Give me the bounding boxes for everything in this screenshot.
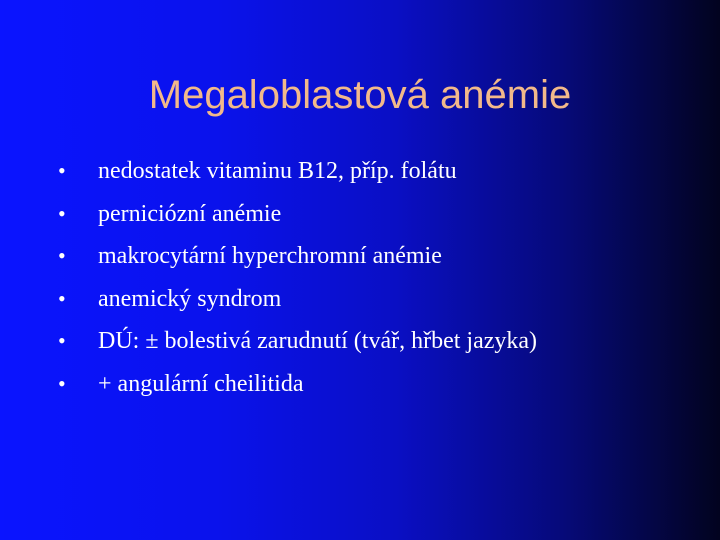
- bullet-text: DÚ: ± bolestivá zarudnutí (tvář, hřbet jazyka): [98, 328, 538, 354]
- bullet-icon: •: [58, 370, 66, 396]
- bullet-icon: •: [58, 158, 66, 183]
- bullet-item: [58, 158, 537, 201]
- bullet-list: [58, 158, 537, 413]
- bullet-text: makrocytární hyperchromní anémie: [98, 243, 442, 269]
- bullet-item: [58, 201, 537, 244]
- bullet-icon: •: [58, 200, 66, 226]
- bullet-icon: •: [58, 328, 66, 353]
- bullet-text: + angulární cheilitida: [98, 370, 304, 397]
- bullet-item: [58, 371, 537, 414]
- bullet-text: nedostatek vitaminu B12, příp. folátu: [98, 158, 457, 184]
- bullet-item: [58, 328, 537, 371]
- bullet-icon: •: [58, 285, 66, 311]
- slide-title: Megaloblastová anémie: [148, 73, 572, 117]
- bullet-item: [58, 243, 537, 286]
- bullet-text: perniciózní anémie: [98, 200, 282, 227]
- bullet-text: anemický syndrom: [98, 285, 282, 312]
- bullet-icon: •: [58, 243, 66, 268]
- bullet-item: [58, 286, 537, 329]
